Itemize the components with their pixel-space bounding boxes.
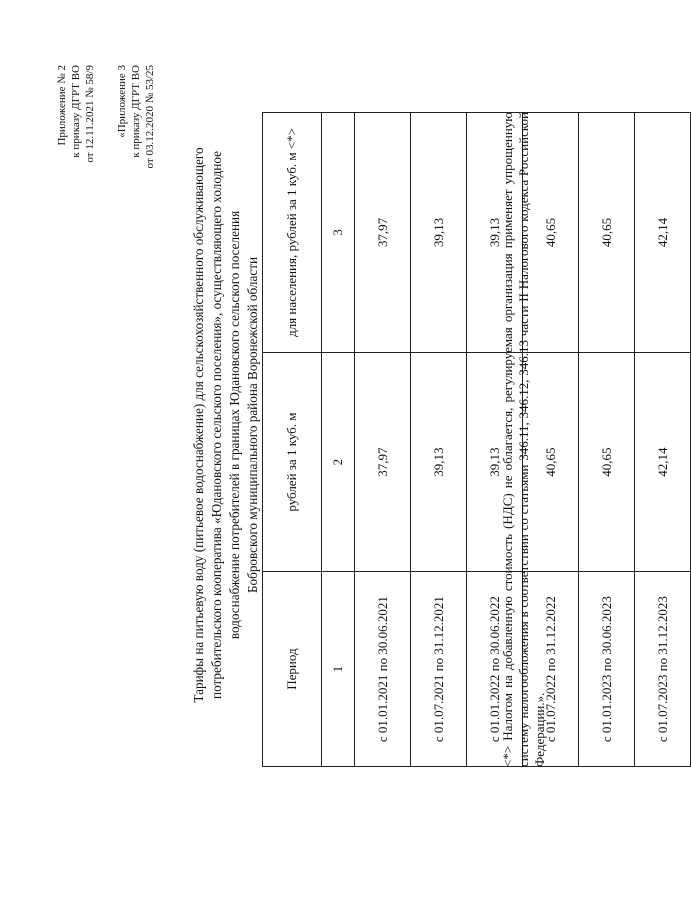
rate-cell: 37,97 [355,352,411,571]
table-row [635,113,691,767]
period-cell: с 01.07.2023 по 31.12.2023 [635,572,691,767]
rate-cell: 42,14 [635,352,691,571]
appendix-2-line: Приложение № 2 [56,65,68,146]
table-row [355,113,411,767]
table-header-row [263,113,322,767]
period-cell: с 01.07.2021 по 31.12.2021 [411,572,467,767]
title-line: потребительского кооператива «Юдановского сельского поселения», осуществляющего холодное [209,151,224,699]
title-line: Бобровского муниципального района Воронежской области [245,256,260,594]
appendix-2-line: от 12.11.2021 № 58/9 [84,65,96,163]
population-rate-cell: 40,65 [579,113,635,353]
column-number: 3 [322,113,355,353]
rate-cell: 39,13 [411,352,467,571]
period-cell: с 01.01.2023 по 30.06.2023 [579,572,635,767]
appendix-2-line: к приказу ДГРТ ВО [70,65,82,158]
population-rate-cell: 39,13 [411,113,467,353]
period-cell: с 01.01.2022 по 30.06.2022 [467,572,523,767]
rate-cell: 40,65 [523,352,579,571]
document-page [0,25,670,875]
column-header-rate: рублей за 1 куб. м [263,352,322,571]
population-rate-cell: 40,65 [523,113,579,353]
vat-footnote: <*> Налогом на добавленную стоимость (НДС) не облагается, регулируемая организация применяет упрощенную систему налогообложения в соответствии со статьями 346.11, 346.12, 346.13 части II Налогового кодекса Российской Федерации.». [500,112,547,767]
rate-cell: 39,13 [467,352,523,571]
appendix-3-header [115,65,157,168]
rate-cell: 40,65 [579,352,635,571]
column-header-period: Период [263,572,322,767]
table-row [579,113,635,767]
tariff-table [262,112,691,767]
column-number-row [322,113,355,767]
appendix-3-line: от 03.12.2020 № 53/25 [144,65,156,169]
period-cell: с 01.07.2022 по 31.12.2022 [523,572,579,767]
period-cell: с 01.01.2021 по 30.06.2021 [355,572,411,767]
table-row [411,113,467,767]
column-number: 2 [322,352,355,571]
appendix-2-header [55,65,97,163]
appendix-3-line: «Приложение 3 [116,65,128,138]
column-number: 1 [322,572,355,767]
column-header-population-rate: для населения, рублей за 1 куб. м <*> [263,113,322,353]
population-rate-cell: 39,13 [467,113,523,353]
population-rate-cell: 37,97 [355,113,411,353]
appendix-3-line: к приказу ДГРТ ВО [130,65,142,158]
population-rate-cell: 42,14 [635,113,691,353]
title-line: Тарифы на питьевую воду (питьевое водоснабжение) для сельскохозяйственного обслуживающего [191,147,206,703]
document-title [190,95,262,755]
title-line: водоснабжение потребителей в границах Юдановского сельского поселения [227,210,242,640]
